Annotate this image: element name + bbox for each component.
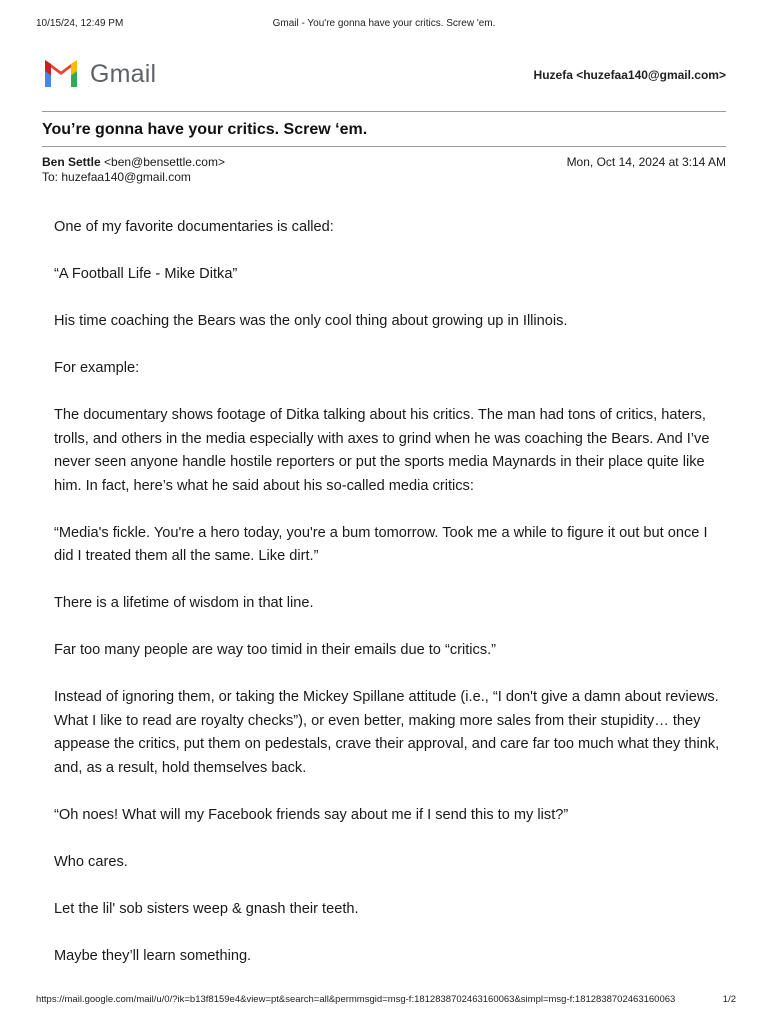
- sender-email: <ben@bensettle.com>: [104, 155, 225, 169]
- print-title: Gmail - You're gonna have your critics. Screw 'em.: [272, 18, 496, 29]
- account-identity: Huzefa <huzefaa140@gmail.com>: [533, 68, 726, 82]
- body-paragraph: Who cares.: [54, 853, 128, 870]
- print-datetime: 10/15/24, 12:49 PM: [36, 18, 124, 29]
- print-header: [36, 18, 732, 32]
- brand-name: Gmail: [90, 59, 157, 88]
- gmail-m-icon: [42, 60, 80, 89]
- page-number: 1/2: [722, 994, 736, 1005]
- body-paragraph: “Oh noes! What will my Facebook friends say about me if I send this to my list?”: [54, 806, 569, 823]
- subject-divider: [42, 146, 726, 147]
- page-url: https://mail.google.com/mail/u/0/?ik=b13f8159e4&view=pt&search=all&permmsgid=msg-f:1812838702463160063&simpl=msg-f:1812838702463160063: [36, 994, 676, 1005]
- body-paragraph: The documentary shows footage of Ditka talking about his critics. The man had tons of critics, haters, trolls, and others in the media especially with axes to grind when he was coaching the Bears. And I’ve never seen anyone handle hostile reporters or put the sports media Maynards in their place quite like him. In fact, here’s what he said about his so-called media critics:: [54, 407, 710, 494]
- recipient-line: To: huzefaa140@gmail.com: [42, 170, 191, 184]
- body-paragraph: “A Football Life - Mike Ditka”: [54, 266, 238, 282]
- body-paragraph: His time coaching the Bears was the only cool thing about growing up in Illinois.: [54, 313, 568, 329]
- sender-name: Ben Settle: [42, 155, 101, 169]
- body-paragraph: Let the lil' sob sisters weep & gnash their teeth.: [54, 900, 359, 917]
- body-paragraph: Instead of ignoring them, or taking the Mickey Spillane attitude (i.e., “I don't give a damn about reviews. What I like to read are royalty checks”), or even better, making more sales from their stupidity… they appease the critics, put them on pedestals, crave their approval, and care far too much what they think, and, as a result, hold themselves back.: [54, 689, 720, 776]
- body-paragraph: Far too many people are way too timid in their emails due to “critics.”: [54, 642, 497, 658]
- body-paragraph: “Media's fickle. You're a hero today, you're a bum tomorrow. Took me a while to figure it out but once I did I treated them all the same. Like dirt.”: [54, 524, 708, 564]
- email-subject: You’re gonna have your critics. Screw ‘em.: [42, 121, 368, 138]
- body-paragraph: For example:: [54, 360, 140, 376]
- body-paragraph: One of my favorite documentaries is called:: [54, 219, 334, 235]
- message-header: [42, 155, 726, 185]
- message-date: Mon, Oct 14, 2024 at 3:14 AM: [566, 155, 726, 169]
- message-body: [54, 216, 729, 992]
- body-paragraph: There is a lifetime of wisdom in that line.: [54, 595, 314, 611]
- gmail-logo: [42, 58, 156, 90]
- header-divider: [42, 111, 726, 112]
- body-paragraph: Maybe they’ll learn something.: [54, 947, 252, 964]
- print-footer: [36, 994, 736, 1008]
